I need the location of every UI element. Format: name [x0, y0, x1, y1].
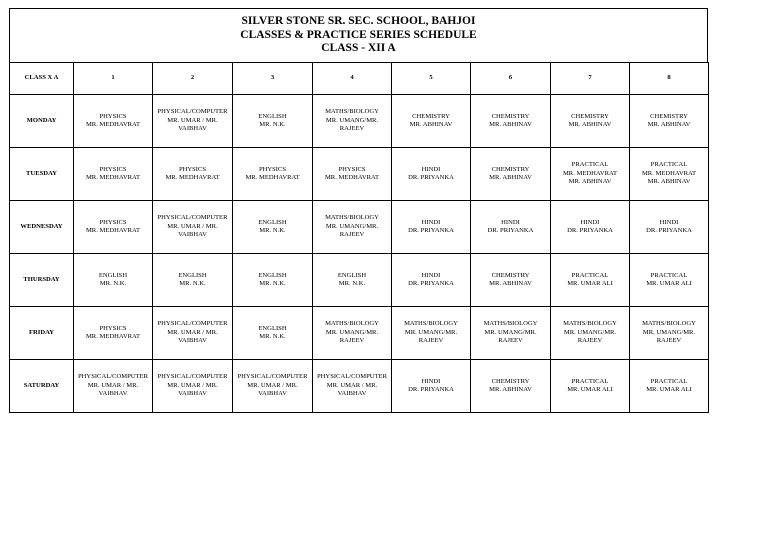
- subject-label: HINDI: [580, 218, 600, 226]
- table-row: [10, 148, 709, 201]
- schedule-cell: [630, 201, 709, 254]
- subject-label: ENGLISH: [258, 218, 287, 226]
- schedule-cell: [74, 360, 153, 413]
- teacher-label: MR. UMAR / MR.: [326, 381, 378, 389]
- teacher-label: RAJEEV: [577, 337, 603, 345]
- teacher-label: MR. MEDHAVRAT: [165, 174, 220, 181]
- subject-label: PHYSICS: [99, 218, 127, 226]
- schedule-cell: [74, 254, 153, 307]
- teacher-label: DR. PRIYANKA: [408, 227, 454, 234]
- teacher-label: MR. UMAR ALI: [567, 280, 613, 287]
- subject-label: MATHS/BIOLOGY: [325, 320, 379, 328]
- schedule-cell: [392, 148, 471, 201]
- class-title: CLASS - XII A: [321, 42, 396, 55]
- teacher-label: DR. PRIYANKA: [567, 227, 613, 234]
- subject-label: HINDI: [421, 165, 441, 173]
- teacher-label: MR. ABHINAV: [489, 280, 532, 287]
- teacher-label: RAJEEV: [418, 337, 444, 345]
- period-header: 7: [551, 63, 630, 95]
- subject-label: ENGLISH: [98, 271, 128, 279]
- teacher-label: DR. PRIYANKA: [487, 227, 534, 234]
- schedule-cell: [630, 360, 709, 413]
- subject-label: PRACTICAL: [650, 377, 688, 385]
- subject-label: PRACTICAL: [650, 271, 688, 279]
- subject-label: PRACTICAL: [571, 377, 609, 385]
- day-label: SATURDAY: [10, 360, 74, 413]
- teacher-label: MR. N.K.: [179, 280, 206, 287]
- schedule-cell: [233, 95, 313, 148]
- timetable: [9, 62, 709, 413]
- subject-label: MATHS/BIOLOGY: [325, 108, 379, 116]
- schedule-cell: [313, 254, 392, 307]
- teacher-label: RAJEEV: [656, 337, 682, 345]
- period-header: 2: [153, 63, 233, 95]
- teacher-label: MR. MEDHAVRAT: [245, 174, 300, 181]
- teacher-label: MR. UMAR ALI: [646, 280, 692, 287]
- subject-label: HINDI: [421, 271, 441, 279]
- subject-label: HINDI: [421, 377, 441, 385]
- subject-label: PHYSICS: [99, 112, 127, 120]
- teacher-label: MR. UMANG/MR.: [325, 222, 379, 230]
- teacher-label: DR. PRIYANKA: [646, 227, 692, 234]
- teacher-label: MR. UMAR / MR.: [167, 222, 218, 230]
- day-label: MONDAY: [10, 95, 74, 148]
- schedule-cell: [471, 95, 551, 148]
- subject-label: ENGLISH: [258, 271, 287, 279]
- teacher-label: MR. UMAR ALI: [646, 386, 692, 393]
- period-header: 5: [392, 63, 471, 95]
- subject-label: PHYSICAL/COMPUTER: [157, 373, 228, 381]
- subject-label: MATHS/BIOLOGY: [483, 320, 538, 328]
- schedule-cell: [630, 148, 709, 201]
- teacher-label: MR. UMAR / MR.: [167, 116, 218, 124]
- subject-label: PHYSICAL/COMPUTER: [317, 373, 387, 381]
- teacher-label: MR. UMAR / MR.: [167, 381, 218, 389]
- subject-label: PHYSICS: [178, 165, 207, 173]
- subject-label: ENGLISH: [178, 271, 207, 279]
- schedule-cell: [392, 360, 471, 413]
- teacher-label: MR. UMAR / MR.: [247, 381, 298, 389]
- schedule-cell: [551, 307, 630, 360]
- header-row: [10, 63, 709, 95]
- schedule-cell: [471, 307, 551, 360]
- subject-label: CHEMISTRY: [491, 112, 530, 120]
- teacher-label: MR. UMANG/MR.: [325, 328, 379, 336]
- schedule-cell: [392, 95, 471, 148]
- subject-label: MATHS/BIOLOGY: [325, 214, 379, 222]
- schedule-cell: [74, 95, 153, 148]
- subject-label: PHYSICS: [338, 165, 366, 173]
- subject-label: CHEMISTRY: [491, 377, 530, 385]
- subject-label: PHYSICAL/COMPUTER: [237, 373, 308, 381]
- schedule-cell: [153, 360, 233, 413]
- subject-label: HINDI: [659, 218, 679, 226]
- schedule-cell: [233, 254, 313, 307]
- day-label: FRIDAY: [10, 307, 74, 360]
- day-label: WEDNESDAY: [10, 201, 74, 254]
- teacher-label: MR. N.K.: [259, 121, 286, 128]
- schedule-cell: [313, 201, 392, 254]
- teacher-label: MR. N.K.: [338, 280, 366, 287]
- teacher-label: VAIBHAV: [178, 231, 207, 239]
- subject-label: PHYSICAL/COMPUTER: [157, 320, 228, 328]
- subject-label: CHEMISTRY: [650, 112, 688, 120]
- schedule-sheet: [9, 8, 708, 413]
- schedule-header: [9, 8, 708, 62]
- teacher-label: MR. ABHINAV: [647, 178, 691, 186]
- subject-label: ENGLISH: [258, 324, 287, 332]
- schedule-cell: [630, 254, 709, 307]
- subject-label: PHYSICS: [258, 165, 287, 173]
- schedule-cell: [551, 254, 630, 307]
- subject-label: HINDI: [501, 218, 520, 226]
- schedule-cell: [313, 307, 392, 360]
- class-label-header: CLASS X A: [10, 63, 74, 95]
- schedule-cell: [74, 307, 153, 360]
- teacher-label: RAJEEV: [339, 231, 365, 239]
- schedule-cell: [313, 360, 392, 413]
- teacher-label: DR. PRIYANKA: [408, 386, 454, 393]
- schedule-cell: [313, 148, 392, 201]
- schedule-cell: [233, 307, 313, 360]
- table-row: [10, 360, 709, 413]
- subject-label: CHEMISTRY: [412, 112, 450, 120]
- subject-label: PRACTICAL: [650, 161, 688, 169]
- schedule-cell: [471, 254, 551, 307]
- teacher-label: VAIBHAV: [98, 390, 128, 398]
- schedule-cell: [471, 148, 551, 201]
- period-header: 3: [233, 63, 313, 95]
- teacher-label: VAIBHAV: [178, 390, 207, 398]
- schedule-cell: [153, 254, 233, 307]
- schedule-cell: [153, 307, 233, 360]
- teacher-label: MR. ABHINAV: [409, 121, 453, 128]
- schedule-cell: [233, 148, 313, 201]
- teacher-label: DR. PRIYANKA: [408, 174, 454, 181]
- schedule-cell: [392, 307, 471, 360]
- schedule-cell: [551, 95, 630, 148]
- schedule-title: CLASSES & PRACTICE SERIES SCHEDULE: [240, 28, 477, 41]
- teacher-label: MR. MEDHAVRAT: [85, 121, 141, 128]
- teacher-label: MR. UMAR / MR.: [167, 328, 218, 336]
- period-header: 1: [74, 63, 153, 95]
- schedule-cell: [74, 201, 153, 254]
- subject-label: CHEMISTRY: [491, 271, 530, 279]
- subject-label: HINDI: [421, 218, 441, 226]
- teacher-label: MR. MEDHAVRAT: [85, 333, 141, 340]
- subject-label: ENGLISH: [258, 112, 287, 120]
- schedule-cell: [471, 360, 551, 413]
- subject-label: MATHS/BIOLOGY: [563, 320, 617, 328]
- subject-label: PRACTICAL: [571, 271, 609, 279]
- teacher-label: MR. UMANG/MR.: [642, 328, 696, 336]
- schedule-cell: [630, 307, 709, 360]
- teacher-label: RAJEEV: [339, 125, 365, 133]
- subject-label: CHEMISTRY: [571, 112, 609, 120]
- teacher-label: MR. ABHINAV: [489, 121, 532, 128]
- teacher-label: MR. N.K.: [99, 280, 127, 287]
- subject-label: CHEMISTRY: [491, 165, 530, 173]
- schedule-cell: [313, 95, 392, 148]
- teacher-label: MR. N.K.: [259, 227, 286, 234]
- teacher-label: MR. UMANG/MR.: [563, 328, 617, 336]
- teacher-label: MR. UMAR ALI: [567, 386, 613, 393]
- schedule-cell: [630, 95, 709, 148]
- teacher-label: VAIBHAV: [258, 390, 287, 398]
- subject-label: MATHS/BIOLOGY: [404, 320, 458, 328]
- teacher-label: DR. PRIYANKA: [408, 280, 454, 287]
- day-label: THURSDAY: [10, 254, 74, 307]
- day-label: TUESDAY: [10, 148, 74, 201]
- teacher-label: VAIBHAV: [178, 337, 207, 345]
- teacher-label: RAJEEV: [339, 337, 365, 345]
- subject-label: PHYSICS: [99, 324, 127, 332]
- schedule-cell: [74, 148, 153, 201]
- teacher-label: MR. UMAR / MR.: [87, 381, 139, 389]
- teacher-label: MR. ABHINAV: [489, 386, 532, 393]
- teacher-label: MR. UMANG/MR.: [484, 328, 537, 336]
- subject-label: MATHS/BIOLOGY: [642, 320, 696, 328]
- schedule-cell: [551, 148, 630, 201]
- schedule-cell: [392, 254, 471, 307]
- teacher-label: MR. ABHINAV: [568, 121, 612, 128]
- school-name: SILVER STONE SR. SEC. SCHOOL, BAHJOI: [241, 15, 476, 28]
- teacher-label: MR. ABHINAV: [489, 174, 532, 181]
- teacher-label: RAJEEV: [498, 337, 523, 345]
- teacher-label: MR. MEDHAVRAT: [324, 174, 380, 181]
- subject-label: PHYSICAL/COMPUTER: [157, 214, 228, 222]
- schedule-cell: [471, 201, 551, 254]
- schedule-cell: [233, 201, 313, 254]
- subject-label: PHYSICAL/COMPUTER: [78, 373, 148, 381]
- schedule-cell: [153, 95, 233, 148]
- table-row: [10, 307, 709, 360]
- table-row: [10, 95, 709, 148]
- teacher-label: VAIBHAV: [178, 125, 207, 133]
- subject-label: ENGLISH: [337, 271, 367, 279]
- subject-label: PRACTICAL: [571, 161, 609, 169]
- table-row: [10, 254, 709, 307]
- period-header: 8: [630, 63, 709, 95]
- schedule-cell: [392, 201, 471, 254]
- period-header: 6: [471, 63, 551, 95]
- table-row: [10, 201, 709, 254]
- schedule-cell: [233, 360, 313, 413]
- teacher-label: MR. ABHINAV: [647, 121, 691, 128]
- schedule-cell: [153, 201, 233, 254]
- schedule-cell: [551, 201, 630, 254]
- subject-label: PHYSICAL/COMPUTER: [157, 108, 228, 116]
- teacher-label: VAIBHAV: [337, 390, 367, 398]
- teacher-label: MR. N.K.: [259, 280, 286, 287]
- teacher-label: MR. MEDHAVRAT: [562, 169, 618, 177]
- subject-label: PHYSICS: [99, 165, 127, 173]
- teacher-label: MR. UMANG/MR.: [325, 116, 379, 124]
- period-header: 4: [313, 63, 392, 95]
- teacher-label: MR. MEDHAVRAT: [85, 227, 141, 234]
- schedule-cell: [551, 360, 630, 413]
- schedule-cell: [153, 148, 233, 201]
- teacher-label: MR. MEDHAVRAT: [85, 174, 141, 181]
- teacher-label: MR. N.K.: [259, 333, 286, 340]
- teacher-label: MR. ABHINAV: [568, 178, 612, 186]
- teacher-label: MR. MEDHAVRAT: [641, 169, 697, 177]
- teacher-label: MR. UMANG/MR.: [404, 328, 458, 336]
